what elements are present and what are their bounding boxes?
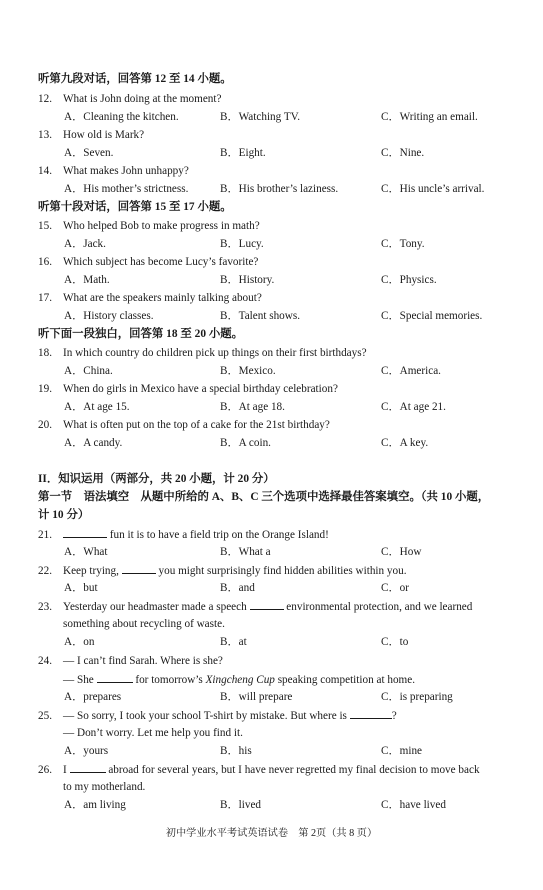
q15-option-a: A．Jack. (64, 238, 106, 250)
section-header-dialogue-10: 听第十段对话，回答第 15 至 17 小题。 (38, 201, 232, 213)
question-16: 16. Which subject has become Lucy’s favorite? (38, 256, 259, 268)
question-17: 17. What are the speakers mainly talking about? (38, 292, 262, 304)
question-25: 25. — So sorry, I took your school T-shirt by mistake. But where is ? (38, 710, 397, 722)
part-2-instructions-line-2: 计 10 分） (38, 509, 90, 521)
q13-option-b: B．Eight. (220, 147, 266, 159)
q12-option-b: B．Watching TV. (220, 111, 301, 123)
q22-option-a: A．but (64, 582, 98, 594)
question-24-line-2: — She for tomorrow’s Xingcheng Cup speaking competition at home. (63, 674, 416, 686)
question-25-line-2: — Don’t worry. Let me help you find it. (63, 727, 243, 739)
q16-option-b: B．History. (220, 274, 275, 286)
answer-blank (122, 563, 156, 574)
q13-option-c: C．Nine. (381, 147, 425, 159)
q17-option-a: A．History classes. (64, 310, 154, 322)
question-21: 21. fun it is to have a field trip on the Orange Island! (38, 529, 329, 541)
page-footer: 初中学业水平考试英语试卷 第 2页（共 8 页） (165, 828, 378, 839)
q25-option-c: C．mine (381, 745, 423, 757)
answer-blank (63, 527, 107, 538)
q25-option-a: A．yours (64, 745, 109, 757)
q13-option-a: A．Seven. (64, 147, 114, 159)
q18-option-b: B．Mexico. (220, 365, 276, 377)
q23-option-c: C．to (381, 636, 409, 648)
q26-option-a: A．am living (64, 799, 126, 811)
part-2-instructions-line-1: 第一节 语法填空 从题中所给的 A、B、C 三个选项中选择最佳答案填空。（共 10 小题， (38, 491, 490, 503)
question-23: 23. Yesterday our headmaster made a speech environmental protection, and we learned (38, 601, 473, 613)
q24-option-a: A．prepares (64, 691, 122, 703)
question-26-continuation: to my motherland. (63, 781, 146, 793)
q21-option-a: A．What (64, 546, 108, 558)
q14-option-b: B．His brother’s laziness. (220, 183, 339, 195)
q19-option-b: B．At age 18. (220, 401, 285, 413)
q25-option-b: B．his (220, 745, 252, 757)
q19-option-c: C．At age 21. (381, 401, 446, 413)
q20-option-c: C．A key. (381, 437, 429, 449)
q20-option-a: A．A candy. (64, 437, 123, 449)
q19-option-a: A．At age 15. (64, 401, 130, 413)
question-18: 18. In which country do children pick up things on their first birthdays? (38, 347, 367, 359)
q14-option-c: C．His uncle’s arrival. (381, 183, 485, 195)
q16-option-a: A．Math. (64, 274, 110, 286)
part-2-title: II．知识运用（两部分，共 20 小题，计 20 分） (38, 473, 275, 485)
q17-option-c: C．Special memories. (381, 310, 483, 322)
q22-option-b: B．and (220, 582, 255, 594)
q23-option-b: B．at (220, 636, 247, 648)
answer-blank (70, 762, 106, 773)
answer-blank (97, 672, 133, 683)
q15-option-b: B．Lucy. (220, 238, 264, 250)
q15-option-c: C．Tony. (381, 238, 425, 250)
q17-option-b: B．Talent shows. (220, 310, 301, 322)
q24-option-b: B．will prepare (220, 691, 293, 703)
question-12: 12. What is John doing at the moment? (38, 93, 222, 105)
q12-option-c: C．Writing an email. (381, 111, 478, 123)
q22-option-c: C．or (381, 582, 409, 594)
q21-option-c: C．How (381, 546, 422, 558)
question-23-continuation: something about recycling of waste. (63, 618, 225, 630)
question-24: 24. — I can’t find Sarah. Where is she? (38, 655, 223, 667)
answer-blank (350, 708, 392, 719)
question-19: 19. When do girls in Mexico have a special birthday celebration? (38, 383, 338, 395)
section-header-monologue: 听下面一段独白，回答第 18 至 20 小题。 (38, 328, 244, 340)
q16-option-c: C．Physics. (381, 274, 437, 286)
q12-option-a: A．Cleaning the kitchen. (64, 111, 179, 123)
section-header-dialogue-9: 听第九段对话，回答第 12 至 14 小题。 (38, 73, 232, 85)
question-14: 14. What makes John unhappy? (38, 165, 189, 177)
q18-option-a: A．China. (64, 365, 113, 377)
question-13: 13. How old is Mark? (38, 129, 145, 141)
question-15: 15. Who helped Bob to make progress in math? (38, 220, 260, 232)
q21-option-b: B．What a (220, 546, 271, 558)
question-22: 22. Keep trying, you might surprisingly find hidden abilities within you. (38, 565, 407, 577)
q26-option-b: B．lived (220, 799, 262, 811)
q18-option-c: C．America. (381, 365, 441, 377)
q26-option-c: C．have lived (381, 799, 446, 811)
answer-blank (250, 599, 284, 610)
question-26: 26. I abroad for several years, but I have never regretted my final decision to move back (38, 764, 480, 776)
q20-option-b: B．A coin. (220, 437, 271, 449)
question-20: 20. What is often put on the top of a cake for the 21st birthday? (38, 419, 330, 431)
q23-option-a: A．on (64, 636, 95, 648)
q24-option-c: C．is preparing (381, 691, 453, 703)
q14-option-a: A．His mother’s strictness. (64, 183, 189, 195)
